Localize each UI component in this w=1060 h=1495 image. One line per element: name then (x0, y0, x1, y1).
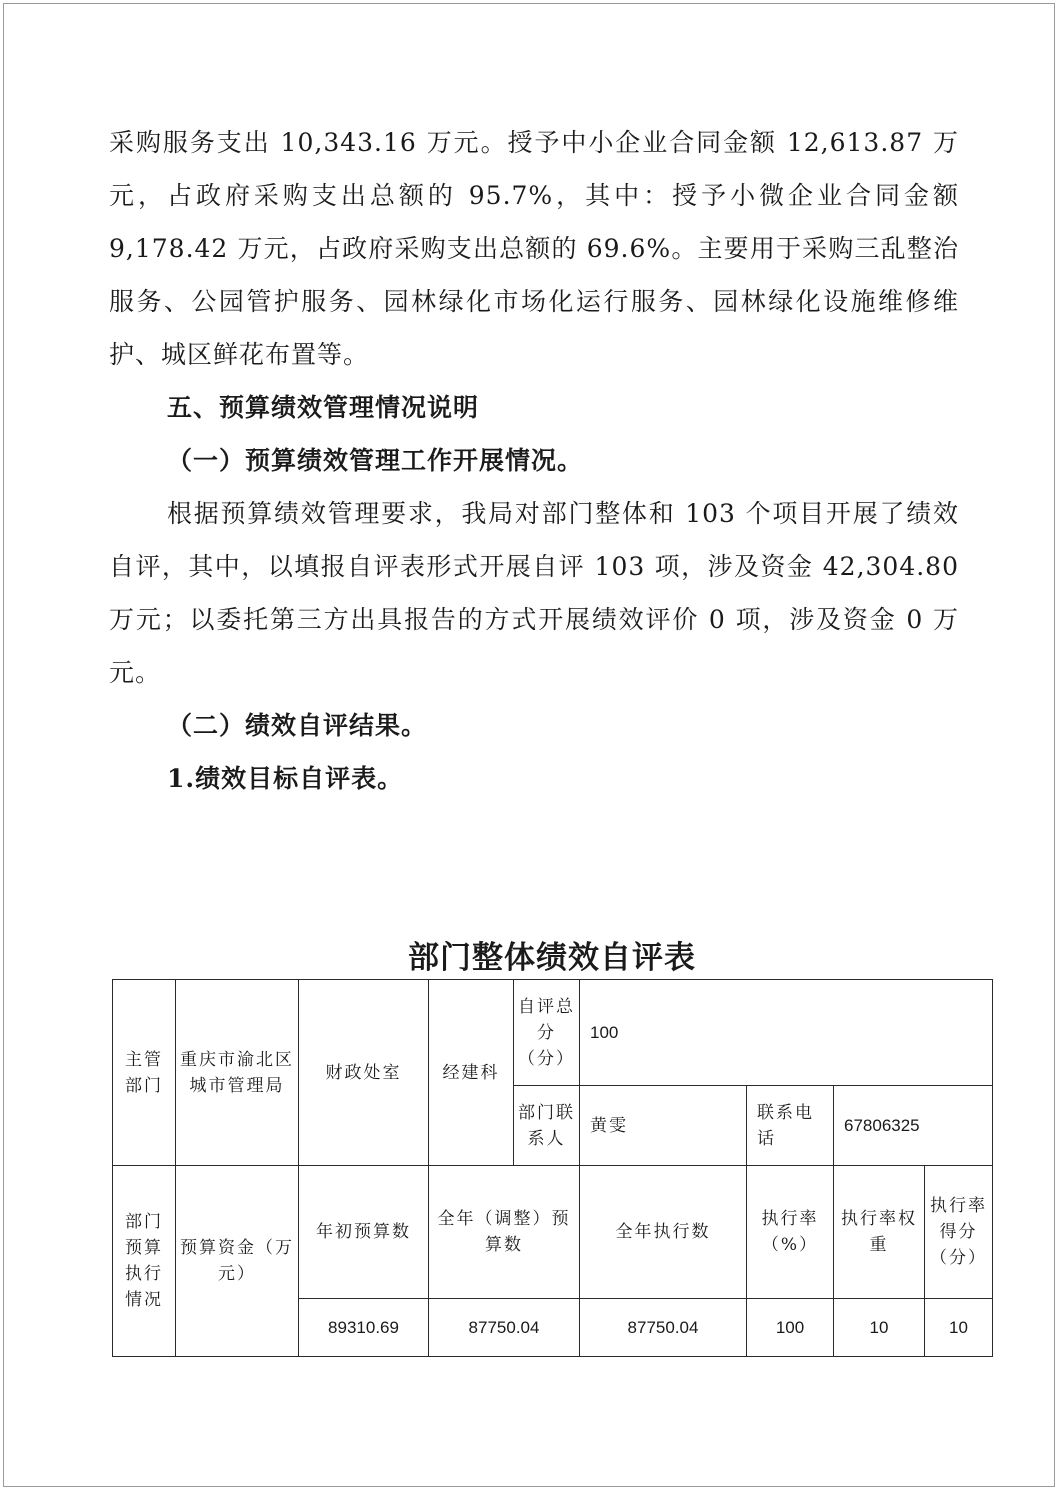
heading-item-1: 1.绩效目标自评表。 (167, 764, 404, 793)
header-cell-adjusted-budget: 全年（调整）预算数 (429, 1166, 580, 1299)
heading-sub-2: （二）绩效自评结果。 (167, 711, 428, 740)
phone-value-cell: 67806325 (834, 1086, 993, 1166)
table-row (113, 1166, 993, 1299)
value-cell-exec-rate: 100 (747, 1299, 834, 1357)
value-cell-score: 10 (925, 1299, 993, 1357)
value-cell-adjusted-budget: 87750.04 (429, 1299, 580, 1357)
value-cell-weight: 10 (834, 1299, 925, 1357)
header-cell-exec-rate: 执行率（%） (747, 1166, 834, 1299)
table-row (113, 980, 993, 1086)
heading-section-5: 五、预算绩效管理情况说明 (167, 393, 480, 422)
header-cell-score: 执行率得分（分） (925, 1166, 993, 1299)
document-page (3, 3, 1055, 1487)
heading-sub-1: （一）预算绩效管理工作开展情况。 (167, 446, 584, 475)
phone-label-cell: 联系电话 (747, 1086, 834, 1166)
dept-label-cell: 主管部门 (113, 980, 176, 1166)
header-cell-weight: 执行率权重 (834, 1166, 925, 1299)
section-cell: 经建科 (429, 980, 514, 1166)
value-cell-initial-budget: 89310.69 (299, 1299, 429, 1357)
paragraph-evaluation: 根据预算绩效管理要求，我局对部门整体和 103 个项目开展了绩效自评，其中，以填报自评表形式开展自评 103 项，涉及资金 42,304.80 万元；以委托第三方出具报告的方式开展绩效评价 0 项，涉及资金 0 万元。 (109, 499, 959, 687)
contact-label-cell: 部门联系人 (514, 1086, 580, 1166)
score-label-cell: 自评总分（分） (514, 980, 580, 1086)
fund-label-cell: 预算资金（万元） (176, 1166, 299, 1357)
table-title: 部门整体绩效自评表 (408, 940, 696, 976)
header-cell-initial-budget: 年初预算数 (299, 1166, 429, 1299)
header-cell-executed: 全年执行数 (580, 1166, 747, 1299)
performance-table (112, 979, 993, 1357)
office-cell: 财政处室 (299, 980, 429, 1166)
body-text (109, 116, 959, 805)
value-cell-executed: 87750.04 (580, 1299, 747, 1357)
paragraph-procurement: 采购服务支出 10,343.16 万元。授予中小企业合同金额 12,613.87 万元，占政府采购支出总额的 95.7%，其中：授予小微企业合同金额 9,178.42 万元，占政府采购支出总额的 69.6%。主要用于采购三乱整治服务、公园管护服务、园林绿化市场化运行服务、园林绿化设施维修维护、城区鲜花布置等。 (109, 128, 959, 369)
score-value-cell: 100 (580, 980, 993, 1086)
exec-label-cell: 部门预算执行情况 (113, 1166, 176, 1357)
contact-name-cell: 黄雯 (580, 1086, 747, 1166)
dept-name-cell: 重庆市渝北区城市管理局 (176, 980, 299, 1166)
